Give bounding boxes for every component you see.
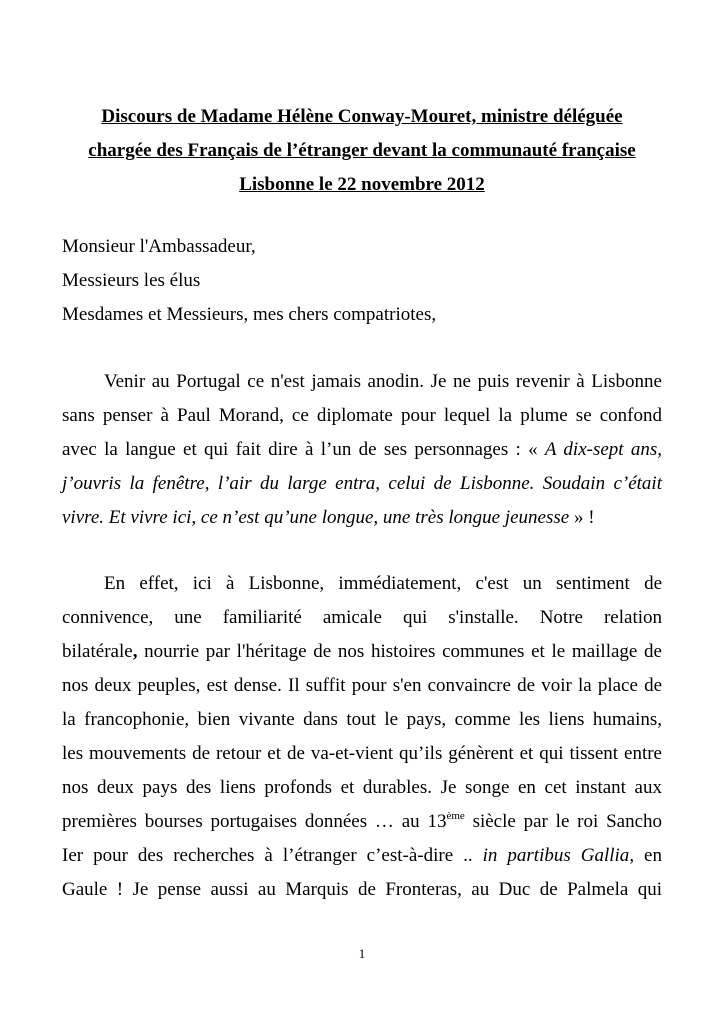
title-line-1: Discours de Madame Hélène Conway-Mouret, ministre déléguée	[101, 106, 623, 127]
paragraph-2-line-7: nos deux pays des liens profonds et durables. Je songe en cet instant aux	[62, 777, 662, 798]
paragraph-2-line-5: la francophonie, bien vivante dans tout le pays, comme les liens humains,	[62, 709, 662, 730]
paragraph-2-line-3-start: bilatérale	[62, 641, 133, 662]
salutation-line-1: Monsieur l'Ambassadeur,	[62, 236, 256, 257]
page-number: 1	[358, 946, 366, 961]
paragraph-2-line-9-start: Ier pour des recherches à l’étranger c’est-à-dire ..	[62, 845, 483, 866]
paragraph-2-line-9-end: , en	[629, 845, 662, 866]
paragraph-1	[62, 365, 662, 535]
document-title	[62, 100, 662, 202]
paragraph-1-line-1: Venir au Portugal ce n'est jamais anodin. Je ne puis revenir à Lisbonne	[104, 371, 662, 392]
paragraph-2-line-3-end: nourrie par l'héritage de nos histoires communes et le maillage de	[137, 641, 662, 662]
salutation-line-2: Messieurs les élus	[62, 270, 201, 291]
quote-close: » !	[569, 507, 595, 528]
paragraph-2-line-6: les mouvements de retour et de va-et-vient qu’ils génèrent et qui tissent entre	[62, 743, 662, 764]
paragraph-1-line-3-text: avec la langue et qui fait dire à l’un de ses personnages : «	[62, 439, 545, 460]
paragraph-2-line-9	[62, 839, 662, 873]
quote-italic-start: A dix-sept ans,	[544, 439, 662, 460]
paragraph-2-line-3	[62, 635, 662, 669]
paragraph-2-line-4: nos deux peuples, est dense. Il suffit pour s'en convaincre de voir la place de	[62, 675, 662, 696]
latin-italic: in partibus Gallia	[482, 845, 630, 866]
paragraph-2-line-8	[62, 805, 662, 839]
title-line-2: chargée des Français de l’étranger devant la communauté française	[88, 140, 636, 161]
quote-italic-middle: j’ouvris la fenêtre, l’air du large entra, celui de Lisbonne. Soudain c’était	[62, 473, 662, 494]
paragraph-1-line-4	[62, 467, 662, 501]
title-line-3: Lisbonne le 22 novembre 2012	[239, 174, 485, 195]
paragraph-1-line-2: sans penser à Paul Morand, ce diplomate pour lequel la plume se confond	[62, 405, 662, 426]
paragraph-1-line-3	[62, 433, 662, 467]
bold-comma: ,	[132, 641, 138, 662]
paragraph-2	[62, 567, 662, 907]
paragraph-2-line-8-start: premières bourses portugaises données … au 13	[62, 811, 447, 832]
paragraph-2-line-10: Gaule ! Je pense aussi au Marquis de Fronteras, au Duc de Palmela qui	[62, 879, 662, 900]
salutation-block	[62, 230, 682, 332]
paragraph-2-line-8-end: siècle par le roi Sancho	[464, 811, 663, 832]
quote-italic-end: vivre. Et vivre ici, ce n’est qu’une longue, une très longue jeunesse	[62, 507, 570, 528]
paragraph-1-line-5	[62, 501, 662, 535]
salutation-line-3: Mesdames et Messieurs, mes chers compatriotes,	[62, 304, 437, 325]
paragraph-2-line-2: connivence, une familiarité amicale qui s'installe. Notre relation	[62, 607, 662, 628]
paragraph-2-line-1: En effet, ici à Lisbonne, immédiatement, c'est un sentiment de	[104, 573, 662, 594]
superscript-eme: ème	[446, 809, 465, 822]
